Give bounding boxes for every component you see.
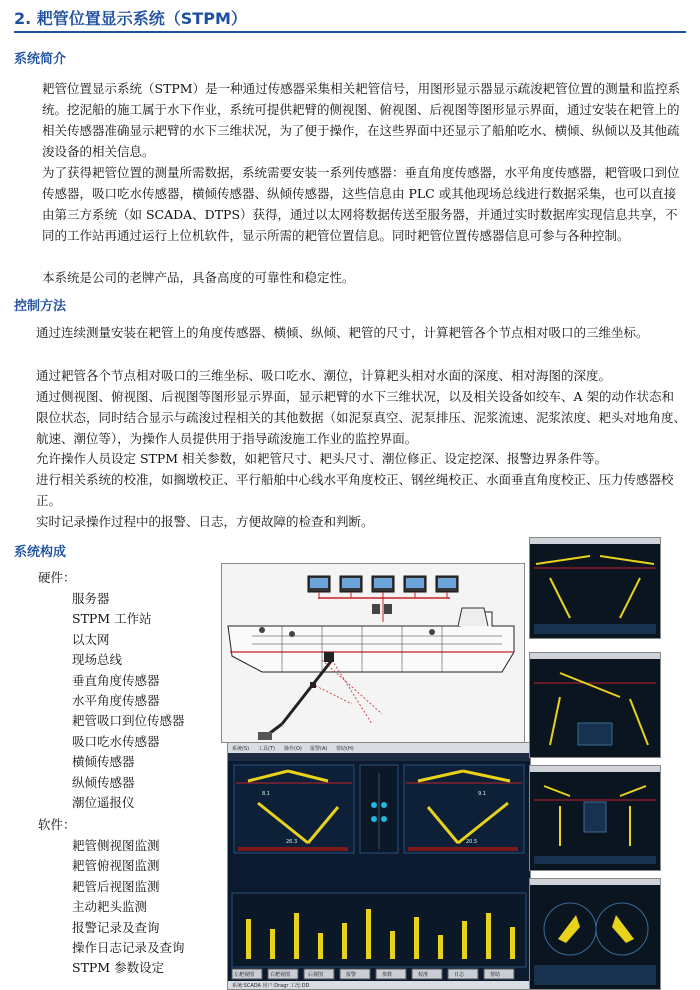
hardware-item: 耙管吸口到位传感器 xyxy=(72,713,185,729)
software-item: 操作日志记录及查询 xyxy=(72,940,185,956)
hardware-items xyxy=(72,589,185,813)
intro-heading: 系统简介 xyxy=(14,52,67,67)
hardware-item: 水平角度传感器 xyxy=(72,693,160,709)
software-list xyxy=(38,815,76,835)
hardware-item: STPM 工作站 xyxy=(72,611,152,627)
hardware-list xyxy=(38,568,76,588)
hmi-button[interactable]: 参数 xyxy=(382,972,393,978)
hmi-button[interactable]: 校准 xyxy=(418,972,429,978)
hmi-menu-item[interactable]: 操作(O) xyxy=(284,746,302,752)
hmi-depth-left: 26.3 xyxy=(286,839,298,845)
hmi-button[interactable]: 日志 xyxy=(454,972,465,978)
hmi-menu-item[interactable]: 帮助(H) xyxy=(336,746,354,752)
control-paragraph-6: 实时记录操作过程中的报警、日志，方便故障的检查和判断。 xyxy=(36,514,374,529)
software-item: STPM 参数设定 xyxy=(72,960,165,976)
hmi-angle-right: 9.1 xyxy=(478,791,486,797)
hardware-item: 以太网 xyxy=(72,631,110,647)
composition-heading: 系统构成 xyxy=(14,545,67,560)
hmi-status-bar: 系统:SCADA 用户:Dragr 工况:DD xyxy=(232,983,310,989)
hardware-item: 纵倾传感器 xyxy=(72,774,135,790)
rear-view-screenshot xyxy=(529,765,661,871)
intro-paragraph-2: 为了获得耙管位置的测量所需数据，系统需要安装一系列传感器：垂直角度传感器，水平角度传感器，耙管吸口到位传感器，吸口吃水传感器，横倾传感器、纵倾传感器，这些信息由 PLC 或其他现场总线进行数据采集，也可以直接由第三方系统（如 SCADA、DTPS）获得，通过以太网将数据传送至服务器，并通过实时数据库实现信息共享，不同的工作站再通过运行上位机软件，显示所需的耙管位置信息。同时耙管位置传感器信息可参与各种控制。 xyxy=(42,165,680,243)
hmi-button[interactable]: 左耙视图 xyxy=(234,972,255,978)
software-item: 耙管俯视图监测 xyxy=(72,858,160,874)
hardware-item: 吸口吃水传感器 xyxy=(72,733,160,749)
side-view-screenshot xyxy=(529,537,661,639)
hardware-item: 横倾传感器 xyxy=(72,754,135,770)
stpm-hmi-screenshot xyxy=(227,742,531,990)
ship-system-diagram xyxy=(221,563,525,743)
hmi-angle-left: 8.1 xyxy=(262,791,270,797)
hardware-item: 潮位遥报仪 xyxy=(72,795,135,811)
hmi-menu-item[interactable]: 报警(A) xyxy=(310,746,328,752)
intro-paragraph-1: 耙管位置显示系统（STPM）是一种通过传感器采集相关耙管信号，用图形显示器显示疏浚耙管位置的测量和监控系统。挖泥船的施工属于水下作业，系统可提供耙臂的侧视图、俯视图、后视图等图形显示界面，通过安装在耙管上的相关传感器准确显示耙臂的水下三维状况，为了便于操作，在这些界面中还显示了船舶吃水、横倾、纵倾以及其他疏浚设备的相关信息。 xyxy=(42,81,681,159)
control-heading: 控制方法 xyxy=(14,299,67,314)
hmi-button[interactable]: 帮助 xyxy=(490,972,501,978)
software-items xyxy=(72,836,185,979)
hmi-button[interactable]: 后视图 xyxy=(308,972,324,978)
page-title: 2. 耙管位置显示系统（STPM） xyxy=(14,9,247,28)
control-paragraph-5: 进行相关系统的校准，如搁墩校正、平行船舶中心线水平角度校正、钢丝绳校正、水面垂直角度校正、压力传感器校正。 xyxy=(36,472,674,508)
hmi-menu-item[interactable]: 系统(S) xyxy=(232,746,250,752)
control-paragraph-3: 通过侧视图、俯视图、后视图等图形显示界面，显示耙臂的水下三维状况，以及相关设备如绞车、A 架的动作状态和限位状态，同时结合显示与疏浚过程相关的其他数据（如泥泵真空、泥泵排压、泥浆流速、泥浆浓度、耙头对地角度、航速、潮位等），为操作人员提供用于指导疏浚施工作业的监控界面。 xyxy=(36,389,687,446)
software-item: 报警记录及查询 xyxy=(72,919,160,935)
hardware-item: 垂直角度传感器 xyxy=(72,672,160,688)
top-view-screenshot xyxy=(529,652,661,758)
software-item: 耙管后视图监测 xyxy=(72,878,160,894)
control-paragraph-1: 通过连续测量安装在耙管上的角度传感器、横倾、纵倾、耙管的尺寸，计算耙管各个节点相对吸口的三维坐标。 xyxy=(36,325,649,340)
hardware-item: 服务器 xyxy=(72,591,110,606)
control-paragraph-2: 通过耙管各个节点相对吸口的三维坐标、吸口吃水、潮位，计算耙头相对水面的深度、相对海图的深度。 xyxy=(36,368,612,383)
software-item: 主动耙头监测 xyxy=(72,899,148,915)
software-item: 耙管侧视图监测 xyxy=(72,838,160,853)
hmi-button[interactable]: 报警 xyxy=(346,972,357,978)
control-paragraph-4: 允许操作人员设定 STPM 相关参数，如耙管尺寸、耙头尺寸、潮位修正、设定挖深、报警边界条件等。 xyxy=(36,451,608,466)
intro-paragraph-3: 本系统是公司的老牌产品，具备高度的可靠性和稳定性。 xyxy=(42,270,355,285)
hmi-depth-right: 20.5 xyxy=(466,839,478,845)
hardware-label: 硬件： xyxy=(38,570,76,585)
hmi-button[interactable]: 右耙视图 xyxy=(270,972,291,978)
software-label: 软件： xyxy=(38,817,76,832)
hmi-menu-item[interactable]: 工具(T) xyxy=(258,746,275,752)
title-rule xyxy=(14,31,686,33)
hardware-item: 现场总线 xyxy=(72,652,123,668)
active-draghead-screenshot xyxy=(529,878,661,990)
